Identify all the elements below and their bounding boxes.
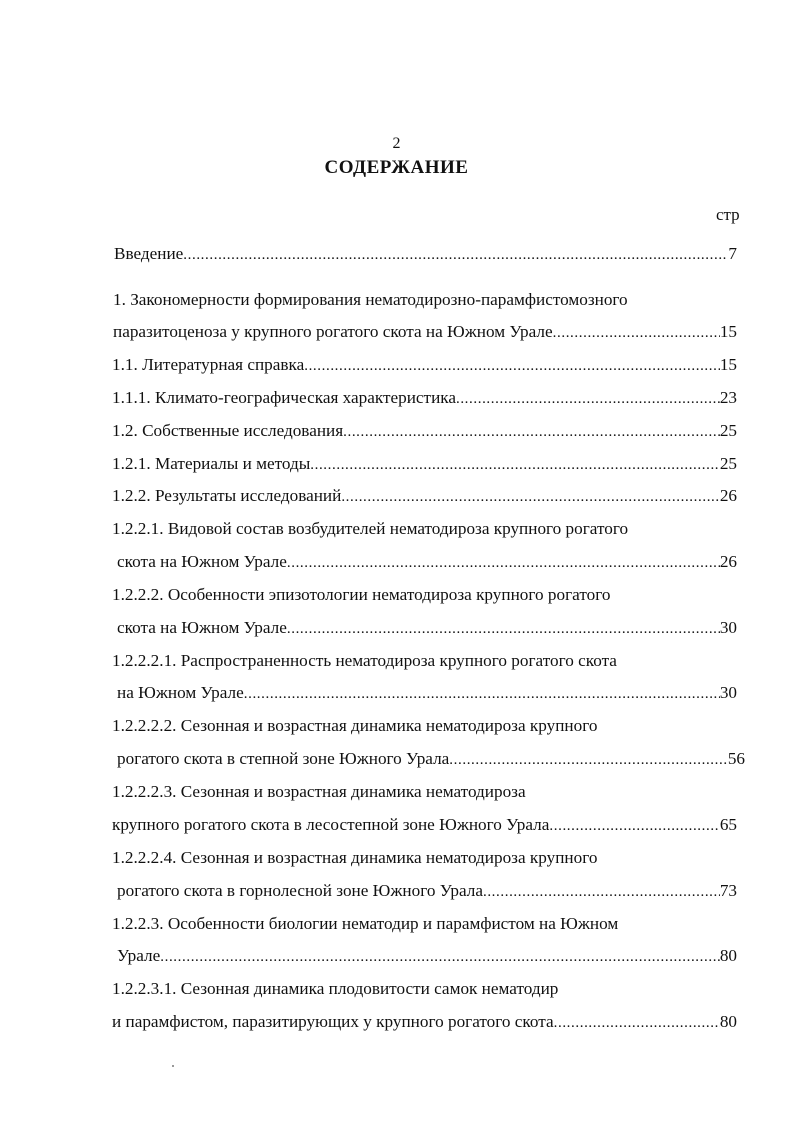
toc-entry-text: 1.2.2.2.4. Сезонная и возрастная динамика нематодироза крупного <box>112 848 598 867</box>
toc-entry <box>117 748 745 771</box>
toc-entry <box>117 617 737 640</box>
toc-entry-text: 1.1.1. Климато-географическая характеристика <box>112 388 456 407</box>
toc-entry-text: 1. Закономерности формирования нематодирозно-парамфистомозного <box>113 290 628 309</box>
toc-entry-page: 65 <box>719 815 737 834</box>
toc-entry-text: 1.2.2.3.1. Сезонная динамика плодовитости самок нематодир <box>112 979 559 998</box>
toc-leader <box>287 552 720 574</box>
toc-entry <box>112 1011 737 1034</box>
toc-entry <box>112 814 737 837</box>
toc-entry <box>117 945 737 968</box>
toc-entry-page: 7 <box>728 244 737 263</box>
toc-entry-text: на Южном Урале <box>117 683 244 702</box>
page-column-label: стр <box>716 205 740 224</box>
toc-entry-text: паразитоценоза у крупного рогатого скота на Южном Урале <box>113 322 553 341</box>
toc-entry-text: 1.2.2. Результаты исследований <box>112 486 342 505</box>
toc-entry <box>117 682 737 705</box>
toc-entry <box>117 551 737 574</box>
toc-entry-text: Введение <box>114 244 184 263</box>
toc-entry-page: 26 <box>719 486 737 505</box>
toc-entry <box>114 243 737 266</box>
toc-leader <box>456 388 720 410</box>
toc-entry <box>112 847 597 869</box>
toc-entry-text: 1.2.2.2. Особенности эпизотологии нематодироза крупного рогатого <box>112 585 611 604</box>
toc-entry-text: и парамфистом, паразитирующих у крупного рогатого скота <box>112 1012 554 1031</box>
toc-entry <box>112 913 618 935</box>
toc-leader <box>244 683 720 705</box>
toc-entry-text: 1.2.1. Материалы и методы <box>112 454 311 473</box>
toc-entry-text: 1.2.2.2.1. Распространенность нематодироза крупного рогатого скота <box>112 651 617 670</box>
toc-entry-page: 26 <box>719 552 737 571</box>
toc-entry-text: рогатого скота в степной зоне Южного Урала <box>117 749 450 768</box>
toc-entry-text: 1.2.2.2.3. Сезонная и возрастная динамика нематодироза <box>112 782 526 801</box>
toc-entry-page: 73 <box>719 881 737 900</box>
toc-entry-page: 30 <box>719 618 737 637</box>
toc-entry <box>112 518 628 540</box>
toc-entry-page: 56 <box>727 749 745 768</box>
toc-entry-page: 25 <box>719 421 737 440</box>
toc-entry-page: 30 <box>719 683 737 702</box>
toc-entry <box>112 781 526 803</box>
toc-entry <box>112 387 737 410</box>
toc-leader <box>160 946 720 968</box>
toc-entry <box>112 715 597 737</box>
page-title: СОДЕРЖАНИЕ <box>324 157 469 178</box>
toc-entry <box>113 289 628 311</box>
toc-entry-text: 1.2. Собственные исследования <box>112 421 344 440</box>
toc-entry-page: 80 <box>719 946 737 965</box>
toc-entry-text: скота на Южном Урале <box>117 618 287 637</box>
toc-entry <box>112 420 737 443</box>
toc-entry <box>112 584 610 606</box>
toc-leader <box>483 881 720 903</box>
toc-entry-text: 1.2.2.2.2. Сезонная и возрастная динамика нематодироза крупного <box>112 716 598 735</box>
toc-entry <box>112 453 737 476</box>
toc-entry <box>112 354 737 377</box>
toc-entry <box>112 978 558 1000</box>
toc-leader <box>341 486 720 508</box>
toc-entry-text: 1.1. Литературная справка <box>112 355 305 374</box>
toc-leader <box>304 355 720 377</box>
toc-entry-page: 80 <box>719 1012 737 1031</box>
toc-entry <box>112 650 617 672</box>
toc-leader <box>310 454 720 476</box>
toc-leader <box>553 322 720 344</box>
toc-entry-page: 15 <box>719 355 737 374</box>
toc-entry-text: рогатого скота в горнолесной зоне Южного Урала <box>117 881 483 900</box>
toc-leader <box>549 815 719 837</box>
toc-leader <box>554 1012 720 1034</box>
toc-entry-page: 25 <box>719 454 737 473</box>
toc-entry-page: 23 <box>719 388 737 407</box>
toc-leader <box>449 749 728 771</box>
toc-entry-page: 15 <box>719 322 737 341</box>
toc-leader <box>343 421 720 443</box>
toc-entry-text: 1.2.2.1. Видовой состав возбудителей нематодироза крупного рогатого <box>112 519 629 538</box>
toc-entry-text: скота на Южном Урале <box>117 552 287 571</box>
toc-leader <box>183 244 728 266</box>
toc-entry-text: крупного рогатого скота в лесостепной зоне Южного Урала <box>112 815 550 834</box>
toc-entry <box>112 485 737 508</box>
toc-entry <box>113 321 737 344</box>
scan-speck <box>172 1065 174 1067</box>
page-number: 2 <box>392 135 401 152</box>
toc-entry-text: 1.2.2.3. Особенности биологии нематодир и парамфистом на Южном <box>112 914 619 933</box>
toc-entry-text: Урале <box>117 946 161 965</box>
toc-leader <box>287 618 720 640</box>
toc-entry <box>117 880 737 903</box>
